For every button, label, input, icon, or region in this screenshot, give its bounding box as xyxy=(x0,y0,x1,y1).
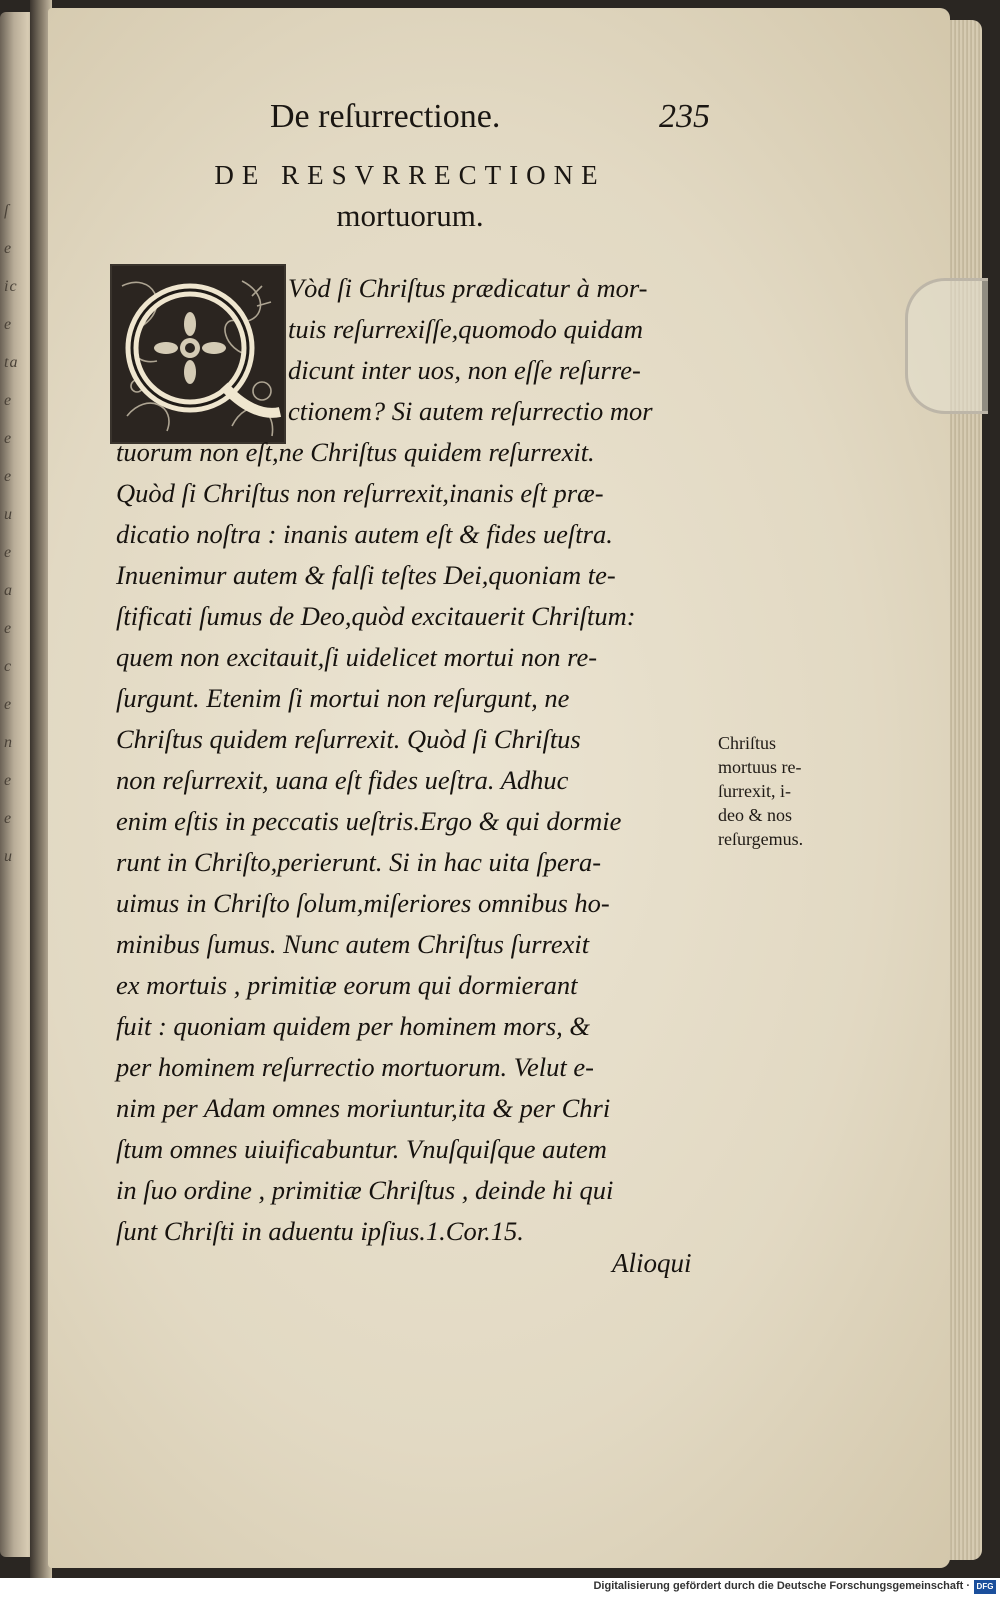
left-page-fragment: ic xyxy=(4,278,18,295)
body-line: ſtificati ſumus de Deo,quòd excitauerit Chriſtum: xyxy=(116,601,636,631)
body-line: dicunt inter uos, non eſſe reſurre- xyxy=(288,355,641,385)
margin-note-line: mortuus re- xyxy=(718,757,802,777)
running-title: De reſurrectione. xyxy=(270,98,501,135)
catchword: Alioqui xyxy=(612,1248,692,1278)
body-line: quem non excitauit,ſi uidelicet mortui non re- xyxy=(116,642,598,672)
margin-note-line: ſurrexit, i- xyxy=(718,781,791,801)
body-line: Quòd ſi Chriſtus non reſurrexit,inanis eſt præ- xyxy=(116,478,604,508)
book-clasp xyxy=(905,278,988,414)
left-page-fragment: ſ xyxy=(4,202,10,219)
left-page-fragment: u xyxy=(4,848,13,865)
body-line: ſurgunt. Etenim ſi mortui non reſurgunt, ne xyxy=(116,683,570,713)
body-line: nim per Adam omnes moriuntur,ita & per Chri xyxy=(116,1093,611,1123)
body-line: tuorum non eſt,ne Chriſtus quidem reſurrexit. xyxy=(116,437,595,467)
left-page-fragment: u xyxy=(4,506,13,523)
margin-note xyxy=(718,731,868,851)
body-line: ex mortuis , primitiæ eorum qui dormierant xyxy=(116,970,578,1000)
left-page-fragment: e xyxy=(4,696,13,713)
section-heading: DE RESVRRECTIONE xyxy=(214,160,606,190)
body-line: non reſurrexit, uana eſt fides ueſtra. Adhuc xyxy=(116,765,569,795)
left-page-fragment: e xyxy=(4,316,13,333)
left-page-fragment: e xyxy=(4,810,13,827)
footer-bar xyxy=(0,1578,1000,1598)
body-line: in ſuo ordine , primitiæ Chriſtus , deinde hi qui xyxy=(116,1175,614,1205)
running-head xyxy=(270,98,710,148)
left-page-fragment: e xyxy=(4,620,13,637)
footer-credit: Digitalisierung gefördert durch die Deutsche Forschungsgemeinschaft · xyxy=(593,1580,970,1592)
section-subheading: mortuorum. xyxy=(336,198,484,233)
left-page-fragment: a xyxy=(4,582,13,599)
body-line: minibus ſumus. Nunc autem Chriſtus ſurrexit xyxy=(116,929,590,959)
margin-note-line: reſurgemus. xyxy=(718,829,804,849)
body-line: uimus in Chriſto ſolum,miſeriores omnibus ho- xyxy=(116,888,610,918)
body-line: fuit : quoniam quidem per hominem mors, & xyxy=(116,1011,591,1041)
body-line: Vòd ſi Chriſtus prædicatur à mor- xyxy=(288,273,648,303)
margin-note-line: Chriſtus xyxy=(718,733,777,753)
body-line: tuis reſurrexiſſe,quomodo quidam xyxy=(288,314,644,344)
page-edges xyxy=(948,20,982,1560)
body-line: ctionem? Si autem reſurrectio mor xyxy=(288,396,653,426)
body-line: enim eſtis in peccatis ueſtris.Ergo & qui dormie xyxy=(116,806,622,836)
body-line: ſunt Chriſti in aduentu ipſius.1.Cor.15. xyxy=(116,1216,524,1246)
left-page-fragment: e xyxy=(4,772,13,789)
body-line: Inuenimur autem & falſi teſtes Dei,quoniam te- xyxy=(116,560,616,590)
body-line: runt in Chriſto,perierunt. Si in hac uita ſpera- xyxy=(116,847,602,877)
body-line: per hominem reſurrectio mortuorum. Velut e- xyxy=(116,1052,594,1082)
left-page-fragment: ta xyxy=(4,354,19,371)
body-line: Chriſtus quidem reſurrexit. Quòd ſi Chriſtus xyxy=(116,724,581,754)
left-page-fragment: n xyxy=(4,734,13,751)
left-page-fragment: c xyxy=(4,658,13,675)
left-page-fragment: e xyxy=(4,430,13,447)
body-line: ſtum omnes uiuificabuntur. Vnuſquiſque autem xyxy=(116,1134,607,1164)
left-page-fragment: e xyxy=(4,240,13,257)
margin-note-line: deo & nos xyxy=(718,805,792,825)
body-text xyxy=(116,268,716,1252)
dfg-logo: DFG xyxy=(974,1580,996,1594)
page-number: 235 xyxy=(659,98,710,135)
left-page-fragment: e xyxy=(4,544,13,561)
left-page-fragment: e xyxy=(4,392,13,409)
body-line: dicatio noſtra : inanis autem eſt & fides ueſtra. xyxy=(116,519,613,549)
left-page-fragment: e xyxy=(4,468,13,485)
